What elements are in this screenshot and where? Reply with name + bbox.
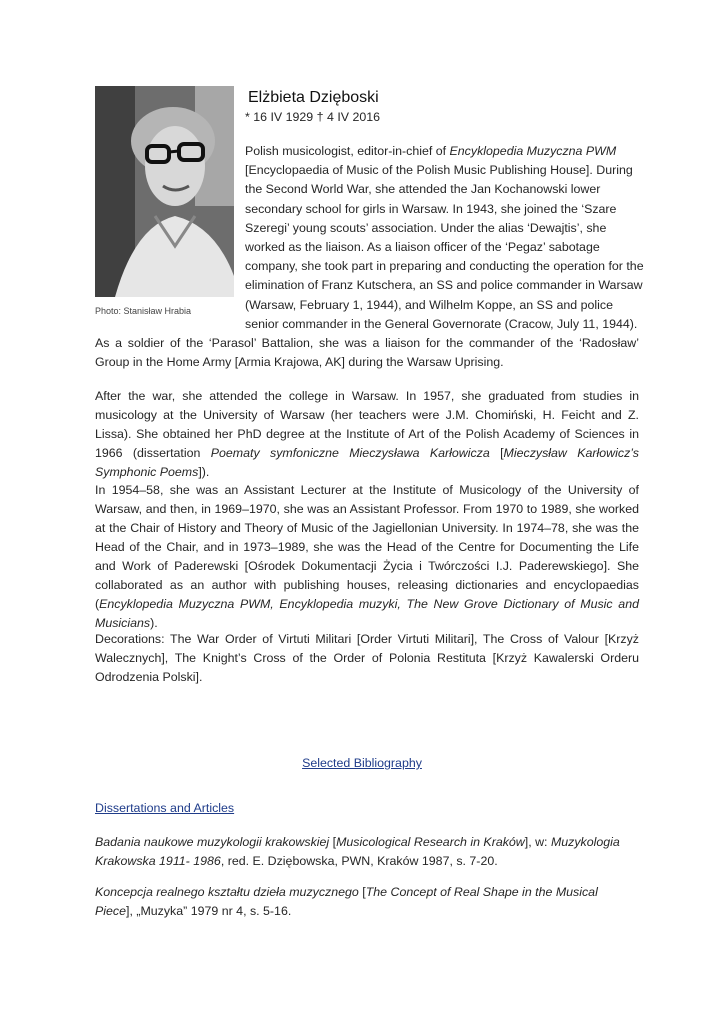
paragraph-decorations: Decorations: The War Order of Virtuti Militari [Order Virtuti Militari], The Cross of Valour [Krzyż Walecznych], The Knight’s Cross of the Order of Polonia Restituta [Krzyż Kawalerski Orderu Odrodzenia Polski]. xyxy=(95,632,639,684)
portrait-photo xyxy=(95,86,234,297)
person-name: Elżbieta Dzięboski xyxy=(248,89,379,106)
paragraph-after-war: After the war, she attended the college in Warsaw. In 1957, she graduated from studies in musicology at the University of Warsaw (her teachers were J.M. Chomiński, H. Feicht and Z. Lissa). She obtained her PhD degree at the Institute of Art of the Polish Academy of Sciences in 1966 (dissertation Poematy symfoniczne Mieczysława Karłowicza [Mieczysław Karłowicz’s Symphonic Poems]). xyxy=(95,389,639,479)
intro-paragraph: Polish musicologist, editor-in-chief of Encyklopedia Muzyczna PWM [Encyclopaedia of Music of the Polish Music Publishing House]. During the Second World War, she attended the Jan Kochanowski lower secondary school for girls in Warsaw. In 1943, she joined the ‘Szare Szeregi’ young scouts’ association. Under the alias ‘Dewajtis’, she worked as the liaison. As a liaison officer of the ‘Pegaz’ sabotage company, she took part in preparing and conducting the operation for the elimination of Franz Kutschera, an SS and police commander in Warsaw (Warsaw, February 1, 1944), and Wilhelm Koppe, an SS and police senior commander in the General Governorate (Cracow, July 11, 1944). xyxy=(245,144,644,331)
life-dates: * 16 IV 1929 † 4 IV 2016 xyxy=(245,110,381,124)
dissertations-subheading[interactable]: Dissertations and Articles xyxy=(95,801,235,815)
photo-caption: Photo: Stanisław Hrabia xyxy=(95,306,192,316)
paragraph-career: In 1954–58, she was an Assistant Lecturer at the Institute of Musicology of the University of Warsaw, and then, in 1969–1970, she was an Assistant Professor. From 1970 to 1989, she worked at the Chair of History and Theory of Music of the Jagiellonian University. In 1974–78, she was the Head of the Chair, and in 1973–1989, she was the Head of the Centre for Documenting the Life and Work of Paderewski [Ośrodek Dokumentacji Życia i Twórczości I.J. Paderewskiego]. She collaborated as an author with publishing houses, releasing dictionaries and encyclopaedias (Encyklopedia Muzyczna PWM, Encyklopedia muzyki, The New Grove Dictionary of Music and Musicians). xyxy=(95,483,639,630)
bibliography-item: Koncepcja realnego kształtu dzieła muzycznego [The Concept of Real Shape in the Musical Piece], „Muzyka” 1979 nr 4, s. 5-16. xyxy=(95,885,598,918)
bibliography-heading[interactable]: Selected Bibliography xyxy=(302,756,422,770)
paragraph-parasol: As a soldier of the ‘Parasol’ Battalion, she was a liaison for the commander of the ‘Radosław’ Group in the Home Army [Armia Krajowa, AK] during the Warsaw Uprising. xyxy=(95,336,639,369)
bibliography-item: Badania naukowe muzykologii krakowskiej [Musicological Research in Kraków], w: Muzykologia Krakowska 1911- 1986, red. E. Dziębowska, PWN, Kraków 1987, s. 7-20. xyxy=(95,835,620,868)
